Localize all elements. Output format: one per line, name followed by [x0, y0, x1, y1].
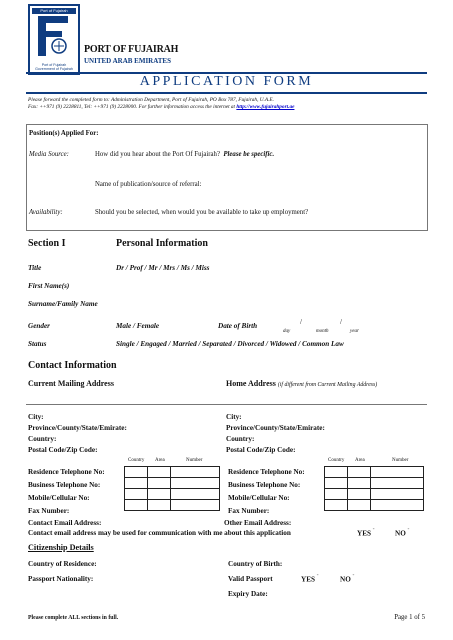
city-label-left: City: [28, 413, 44, 421]
publication-source: Name of publication/source of referral: [95, 181, 202, 188]
org-name: PORT OF FUJAIRAH [84, 44, 179, 55]
postal-label-left: Postal Code/Zip Code: [28, 446, 98, 454]
form-title: APPLICATION FORM [139, 74, 314, 89]
contact-email-label: Contact Email Address: [28, 519, 102, 527]
section-title: Personal Information [116, 238, 208, 249]
col-area-right: Area [355, 458, 365, 463]
dob-separator-2: / [340, 318, 342, 326]
col-area-left: Area [155, 458, 165, 463]
intro-line-1: Please forward the completed form to: Administration Department, Port of Fujairah, PO Box 787, Fujairah, U.A.E. [28, 97, 274, 103]
passport-no[interactable]: NO ¨ [340, 575, 355, 584]
consent-no[interactable]: NO ¨ [395, 529, 410, 538]
status-label: Status [28, 340, 47, 348]
country-label-left: Country: [28, 435, 57, 443]
first-names-label: First Name(s) [28, 282, 70, 290]
logo-top-text: Port of Fujairah [32, 8, 76, 14]
title-label: Title [28, 264, 42, 272]
section-number: Section I [28, 238, 66, 249]
media-source-label: Media Source: [29, 151, 69, 158]
current-address-label: Current Mailing Address [28, 379, 114, 388]
col-country-left: Country [128, 458, 145, 463]
col-number-right: Number [392, 458, 409, 463]
phone-grid-left[interactable] [124, 466, 220, 511]
port-logo [28, 4, 80, 75]
fax-label-right: Fax Number: [228, 507, 270, 515]
phone-grid-right[interactable] [324, 466, 424, 511]
status-options[interactable]: Single / Engaged / Married / Separated / Divorced / Widowed / Common Law [116, 340, 344, 348]
gender-options[interactable]: Male / Female [116, 322, 160, 330]
other-email-label: Other Email Address: [224, 519, 292, 527]
logo-caption: Port of Fujairah Government of Fujairah [35, 63, 73, 71]
mobile-label-left: Mobile/Cellular No: [28, 494, 90, 502]
availability-question: Should you be selected, when would you be available to take up employment? [95, 209, 309, 216]
birth-label: Country of Birth: [228, 560, 283, 568]
postal-label-right: Postal Code/Zip Code: [226, 446, 296, 454]
dob-separator-1: / [300, 318, 302, 326]
website-link[interactable]: http://www.fujairahport.ae [236, 104, 295, 110]
intro-line-2: Fax: ++971 (9) 2228811, Tel: ++971 (9) 2228000. For further information access the internet at http://www.fujairahport.ae [28, 104, 295, 110]
fax-label-left: Fax Number: [28, 507, 70, 515]
res-tel-label-left: Residence Telephone No: [28, 468, 105, 476]
res-tel-label-right: Residence Telephone No: [228, 468, 305, 476]
dob-year: year [350, 329, 359, 334]
positions-heading: Position(s) Applied For: [29, 130, 99, 137]
logo-f-emblem [35, 16, 71, 56]
media-question: How did you hear about the Port Of Fujairah? Please be specific. [95, 151, 275, 158]
consent-yes[interactable]: YES ¨ [357, 529, 375, 538]
footer-note: Please complete ALL sections in full. [28, 615, 119, 621]
nationality-label: Passport Nationality: [28, 575, 94, 583]
title-options[interactable]: Dr / Prof / Mr / Mrs / Ms / Miss [116, 264, 210, 272]
email-consent: Contact email address may be used for communication with me about this application [28, 529, 291, 537]
contact-heading: Contact Information [28, 360, 117, 371]
citizenship-heading: Citizenship Details [28, 543, 94, 552]
residence-label: Country of Residence: [28, 560, 97, 568]
org-subtitle: UNITED ARAB EMIRATES [84, 57, 171, 65]
gender-label: Gender [28, 322, 50, 330]
city-label-right: City: [226, 413, 242, 421]
mobile-label-right: Mobile/Cellular No: [228, 494, 290, 502]
dob-month: month [316, 329, 329, 334]
bus-tel-label-left: Business Telephone No: [28, 481, 101, 489]
expiry-label: Expiry Date: [228, 590, 268, 598]
province-label-right: Province/County/State/Emirate: [226, 424, 325, 432]
valid-passport-label: Valid Passport [228, 575, 273, 583]
availability-label: Availability: [29, 209, 63, 216]
surname-label: Surname/Family Name [28, 300, 98, 308]
dob-day: day [283, 329, 291, 334]
bus-tel-label-right: Business Telephone No: [228, 481, 301, 489]
province-label-left: Province/County/State/Emirate: [28, 424, 127, 432]
home-address-label: Home Address (if different from Current Mailing Address) [226, 379, 378, 388]
dob-label: Date of Birth [218, 322, 258, 330]
col-country-right: Country [328, 458, 345, 463]
col-number-left: Number [186, 458, 203, 463]
passport-yes[interactable]: YES ¨ [301, 575, 319, 584]
country-label-right: Country: [226, 435, 255, 443]
page-number: Page 1 of 5 [394, 614, 425, 621]
